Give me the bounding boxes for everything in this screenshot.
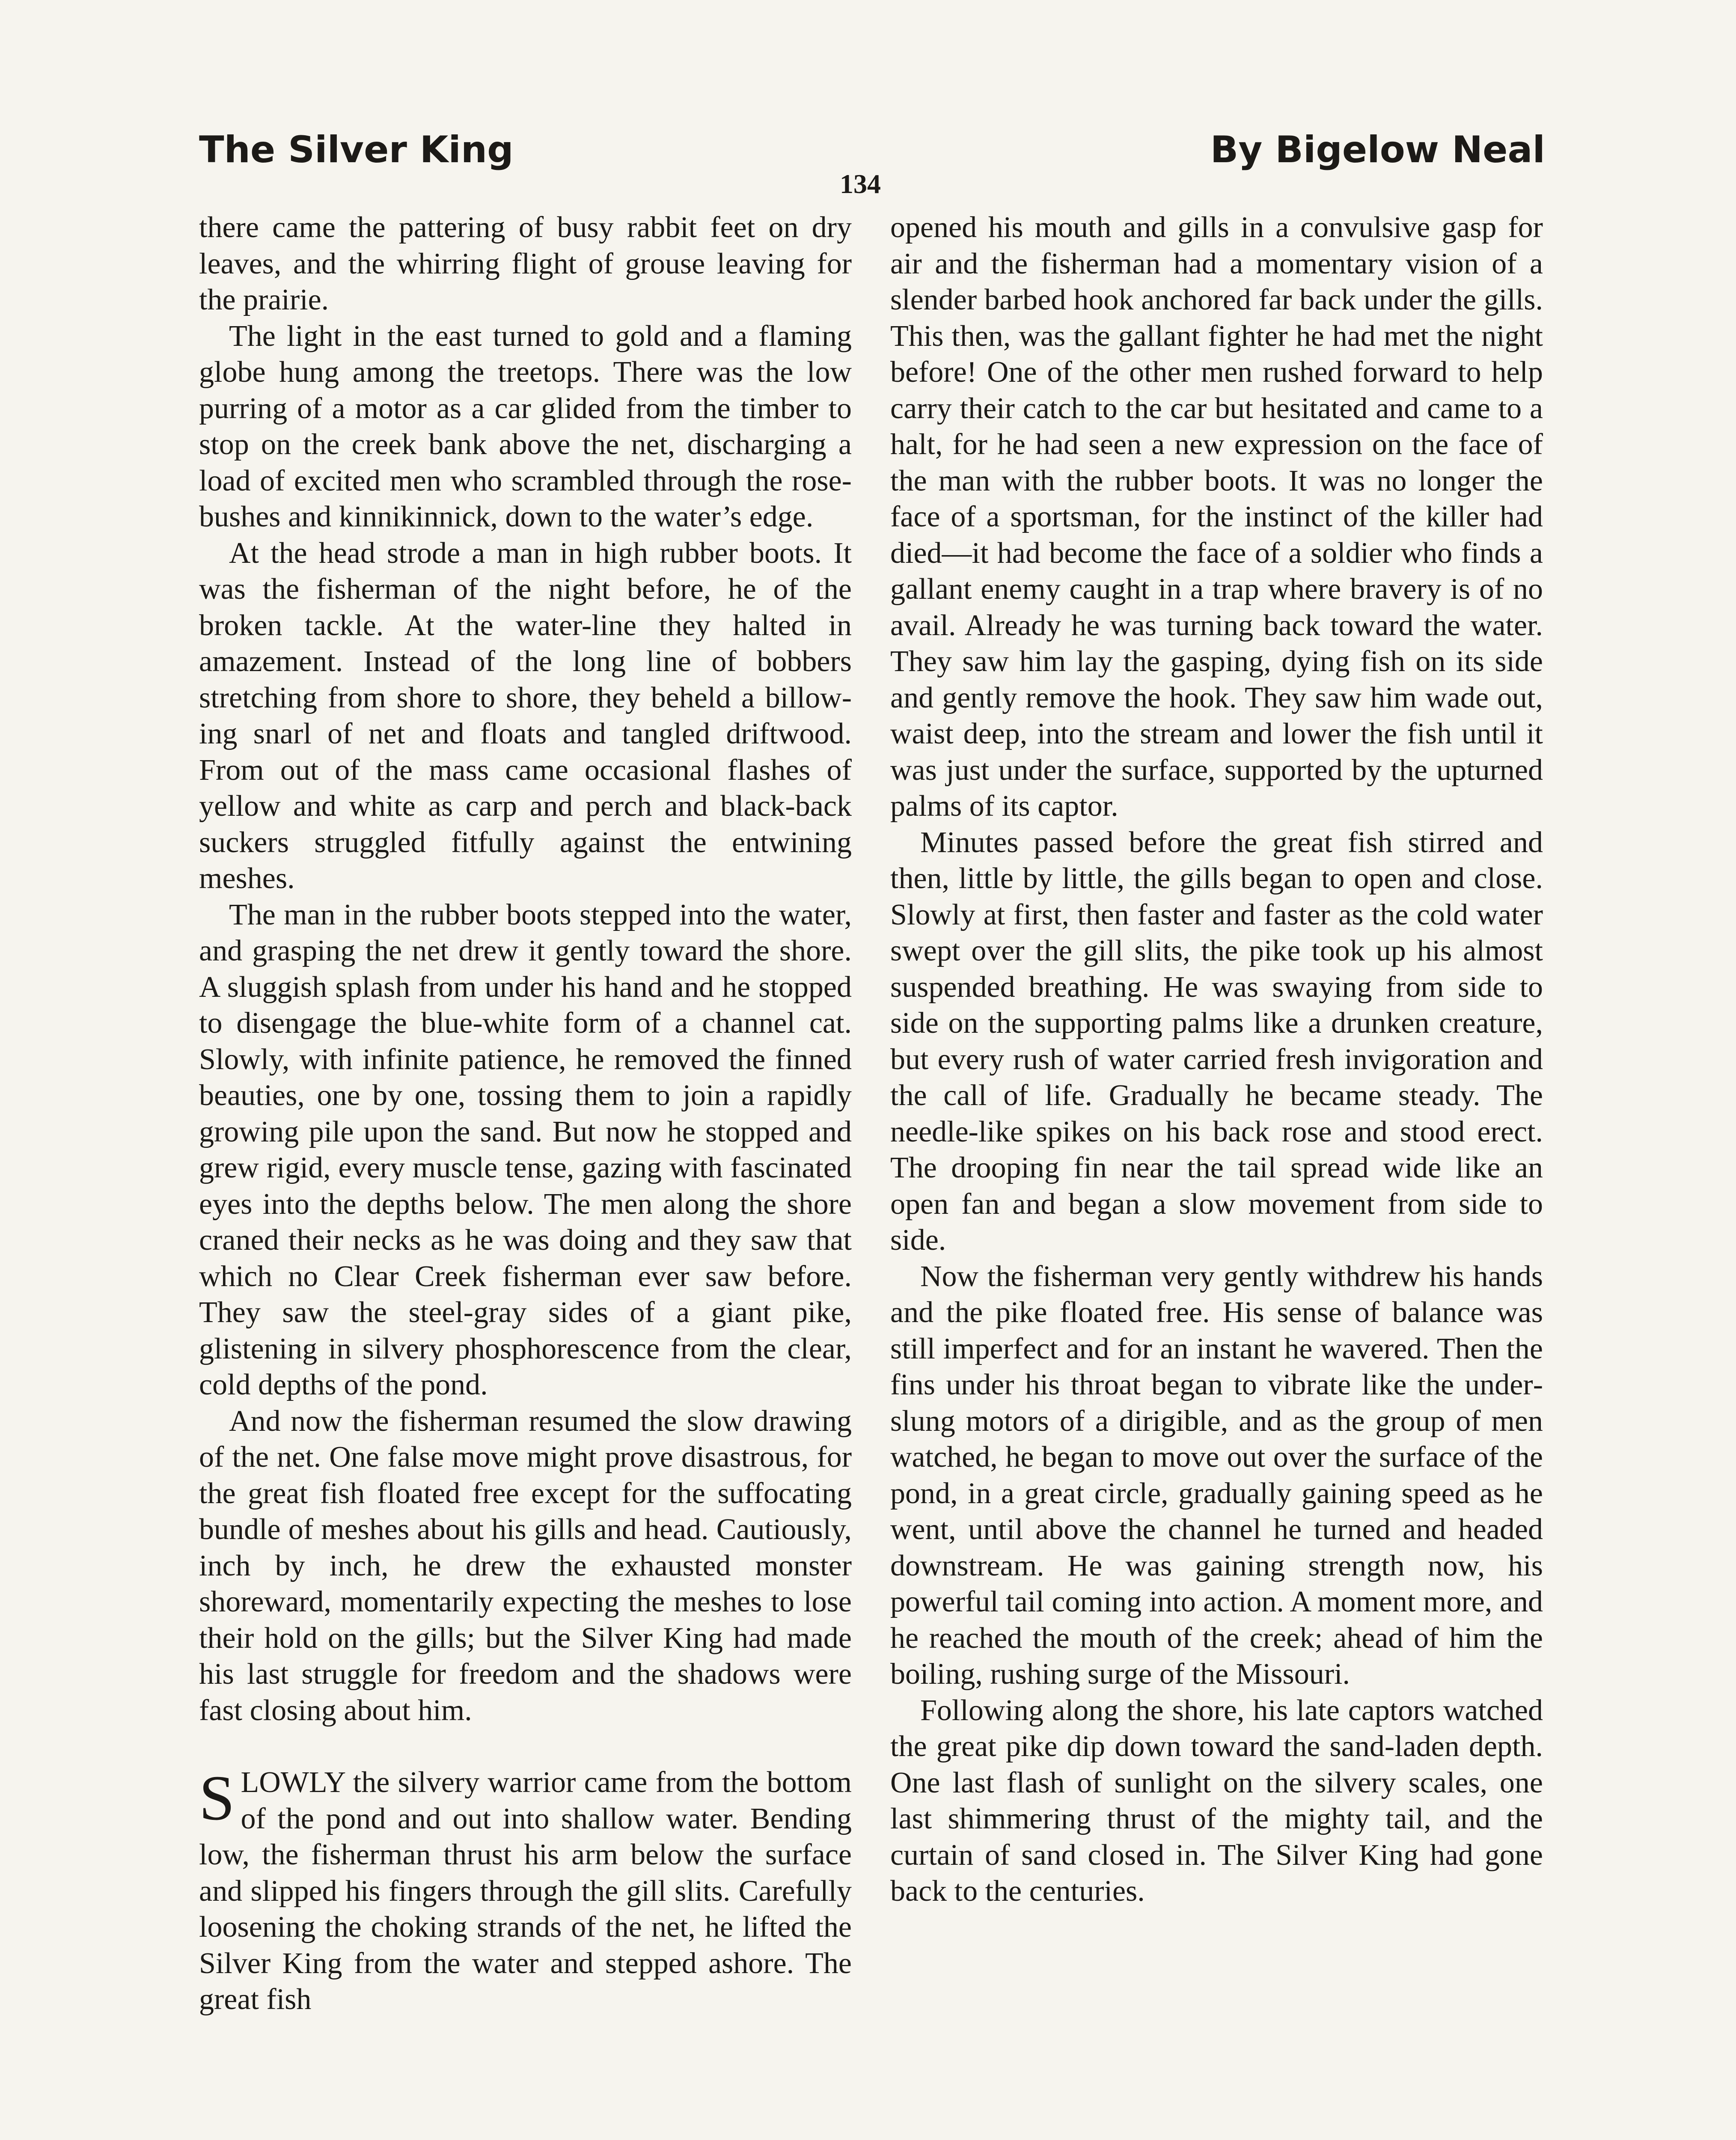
right-column [890,210,1543,2140]
dropcap-paragraph [199,1765,852,2018]
paragraph: At the head strode a man in high rubber boots. It was the fisherman of the night before, he of the broken tackle. At the water-line they halted in amazement. Instead of the long line of bobbers stretching from shore to shore, they beheld a billowing snarl of net and floats and tangled driftwood. From out of the mass came occasional flashes of yellow and white as carp and perch and black-back suckers struggled fitfully against the entwining meshes. [199,536,852,895]
paragraph: The light in the east turned to gold and a flaming globe hung among the treetops. There was the low purring of a motor as a car glided from the timber to stop on the creek bank above the net, discharging a load of excited men who scrambled through the rose-bushes and kinnikinnick, down to the water’s edge. [199,319,852,533]
paragraph: Now the fisherman very gently withdrew his hands and the pike floated free. His sense of balance was still imperfect and for an instant he wavered. Then the fins under his throat began to vibrate like the underslung motors of a dirigible, and as the group of men watched, he began to move out over the surface of the pond, in a great circle, gradually gaining speed as he went, until above the channel he turned and headed downstream. He was gaining strength now, his powerful tail coming into action. A moment more, and he reached the mouth of the creek; ahead of him the boiling, rushing surge of the Missouri. [890,1260,1543,1691]
paragraph: And now the fisherman resumed the slow drawing of the net. One false move might prove disastrous, for the great fish floated free except for the suffocating bundle of meshes about his gills and head. Cautiously, inch by inch, he drew the exhausted monster shoreward, momentarily expecting the meshes to lose their hold on the gills; but the Silver King had made his last struggle for freedom and the shadows were fast closing about him. [199,1404,852,1727]
paragraph: opened his mouth and gills in a convulsive gasp for air and the fisherman had a momentary vision of a slender barbed hook anchored far back under the gills. This then, was the gallant fighter he had met the night before! One of the other men rushed forward to help carry their catch to the car but hesitated and came to a halt, for he had seen a new expression on the face of the man with the rubber boots. It was no longer the face of a sportsman, for the instinct of the killer had died—it had become the face of a soldier who finds a gallant enemy caught in a trap where bravery is of no avail. Already he was turning back toward the water. They saw him lay the gasping, dying fish on its side and gently remove the hook. They saw him wade out, waist deep, into the stream and lower the fish until it was just under the surface, supported by the upturned palms of its captor. [890,211,1543,823]
paragraph: there came the pattering of busy rabbit feet on dry leaves, and the whirring flight of grouse leaving for the prairie. [199,211,852,316]
paragraph: The man in the rubber boots stepped into the water, and grasping the net drew it gently toward the shore. A sluggish splash from under his hand and he stopped to disengage the blue-white form of a channel cat. Slowly, with infinite patience, he removed the finned beauties, one by one, tossing them to join a rapidly growing pile upon the sand. But now he stopped and grew rigid, every muscle tense, gazing with fascinated eyes into the depths below. The men along the shore craned their necks as he was doing and they saw that which no Clear Creek fisherman ever saw before. They saw the steel-gray sides of a giant pike, glistening in silvery phosphorescence from the clear, cold depths of the pond. [199,898,852,1401]
drop-cap-letter: S [199,1763,235,1834]
dropcap-paragraph-text: LOWLY the silvery warrior came from the bottom of the pond and out into shallow water. Bending low, the fisherman thrust his arm below the surface and slipped his fingers through the gill slits. Carefully loosening the choking strands of the net, he lifted the Silver King from the water and stepped ashore. The great fish [199,1766,852,2016]
story-title: The Silver King [199,128,514,171]
left-column [199,210,852,2140]
paragraph: Following along the shore, his late captors watched the great pike dip down toward the sand-laden depth. One last flash of sunlight on the silvery scales, one last shimmering thrust of the mighty tail, and the curtain of sand closed in. The Silver King had gone back to the centuries. [890,1694,1543,1908]
paragraph: Minutes passed before the great fish stirred and then, little by little, the gills began to open and close. Slowly at first, then faster and faster as the cold water swept over the gill slits, the pike took up his almost suspended breathing. He was swaying from side to side on the supporting palms like a drunken creature, but every rush of water carried fresh invigoration and the call of life. Gradually he became steady. The needle-like spikes on his back rose and stood erect. The drooping fin near the tail spread wide like an open fan and began a slow movement from side to side. [890,826,1543,1257]
page-number: 134 [840,169,881,199]
author-byline: By Bigelow Neal [1210,128,1545,171]
